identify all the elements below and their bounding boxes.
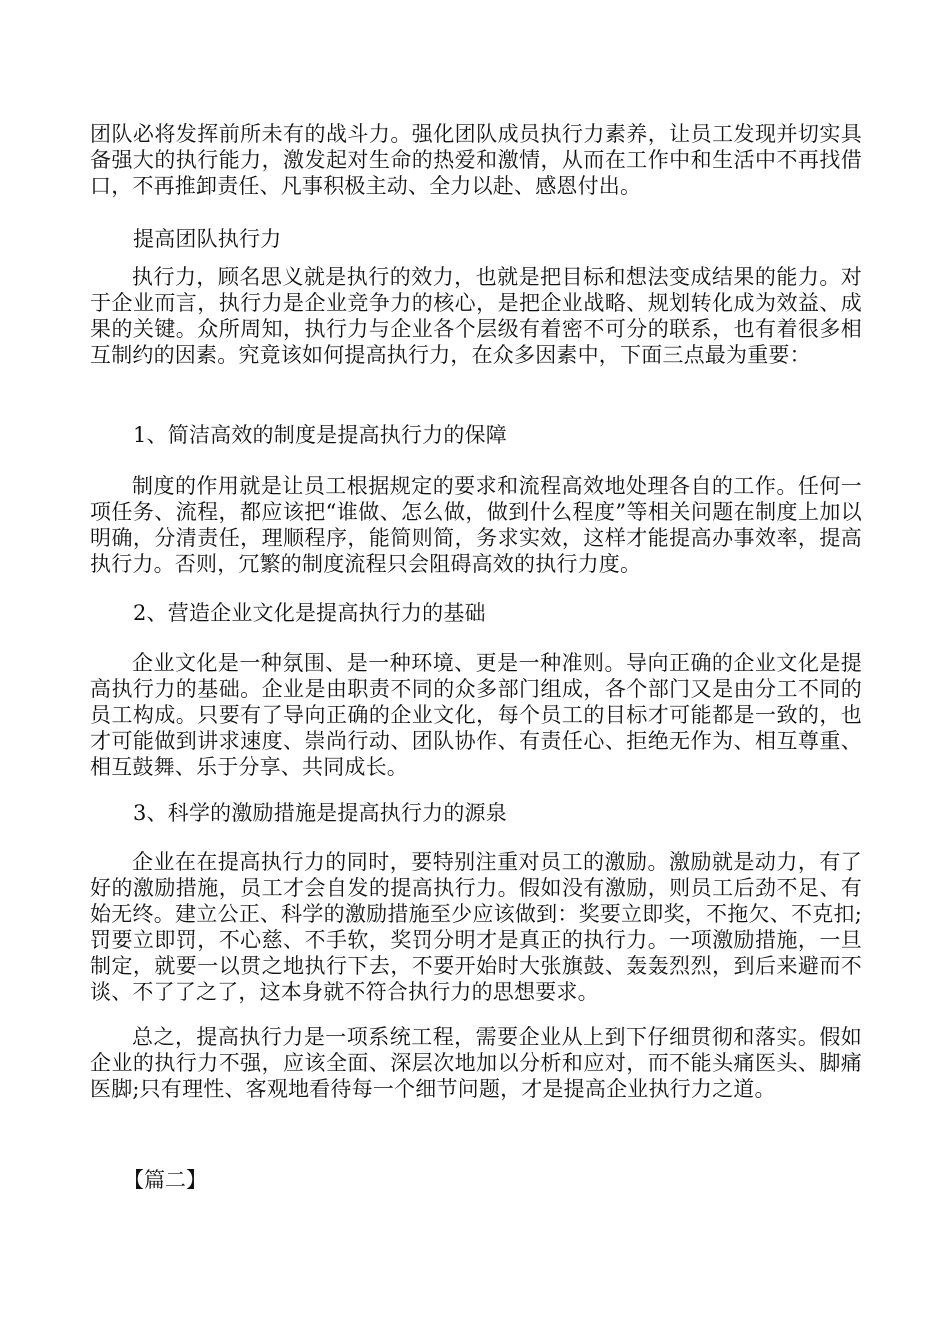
paragraph-conclusion: 总之，提高执行力是一项系统工程，需要企业从上到下仔细贯彻和落实。假如企业的执行力不强，应该全面、深层次地加以分析和应对，而不能头痛医头、脚痛医脚;只有理性、客观地看待每一个细节问题，才是提高企业执行力之道。 <box>90 1025 862 1101</box>
subheading-point-3: 3、科学的激励措施是提高执行力的源泉 <box>133 801 507 825</box>
section-heading-improve-execution: 提高团队执行力 <box>133 227 282 251</box>
paragraph-corporate-culture: 企业文化是一种氛围、是一种环境、更是一种准则。导向正确的企业文化是提高执行力的基础。企业是由职责不同的众多部门组成，各个部门又是由分工不同的员工构成。只要有了导向正确的企业文化，每个员工的目标才可能都是一致的，也才可能做到讲求速度、崇尚行动、团队协作、有责任心、拒绝无作为、相互尊重、相互鼓舞、乐于分享、共同成长。 <box>90 651 862 779</box>
subheading-point-1: 1、简洁高效的制度是提高执行力的保障 <box>133 423 507 447</box>
paragraph-team-combat: 团队必将发挥前所未有的战斗力。强化团队成员执行力素养，让员工发现并切实具备强大的执行能力，激发起对生命的热爱和激情，从而在工作中和生活中不再找借口，不再推卸责任、凡事积极主动、全力以赴、感恩付出。 <box>90 122 862 198</box>
part-two-label: 【篇二】 <box>123 1168 207 1192</box>
paragraph-system-rules: 制度的作用就是让员工根据规定的要求和流程高效地处理各自的工作。任何一项任务、流程，都应该把“谁做、怎么做，做到什么程度”等相关问题在制度上加以明确，分清责任，理顺程序，能简则简，务求实效，这样才能提高办事效率，提高执行力。否则，冗繁的制度流程只会阻碍高效的执行力度。 <box>90 474 862 576</box>
paragraph-execution-definition: 执行力，顾名思义就是执行的效力，也就是把目标和想法变成结果的能力。对于企业而言，执行力是企业竞争力的核心，是把企业战略、规划转化成为效益、成果的关键。众所周知，执行力与企业各个层级有着密不可分的联系，也有着很多相互制约的因素。究竟该如何提高执行力，在众多因素中，下面三点最为重要： <box>90 265 862 367</box>
paragraph-incentive-measures: 企业在在提高执行力的同时，要特别注重对员工的激励。激励就是动力，有了好的激励措施，员工才会自发的提高执行力。假如没有激励，则员工后劲不足、有始无终。建立公正、科学的激励措施至少应该做到：奖要立即奖，不拖欠、不克扣;罚要立即罚，不心慈、不手软，奖罚分明才是真正的执行力。一项激励措施，一旦制定，就要一以贯之地执行下去，不要开始时大张旗鼓、轰轰烈烈，到后来避而不谈、不了了之了，这本身就不符合执行力的思想要求。 <box>90 850 862 1004</box>
subheading-point-2: 2、营造企业文化是提高执行力的基础 <box>133 601 486 625</box>
